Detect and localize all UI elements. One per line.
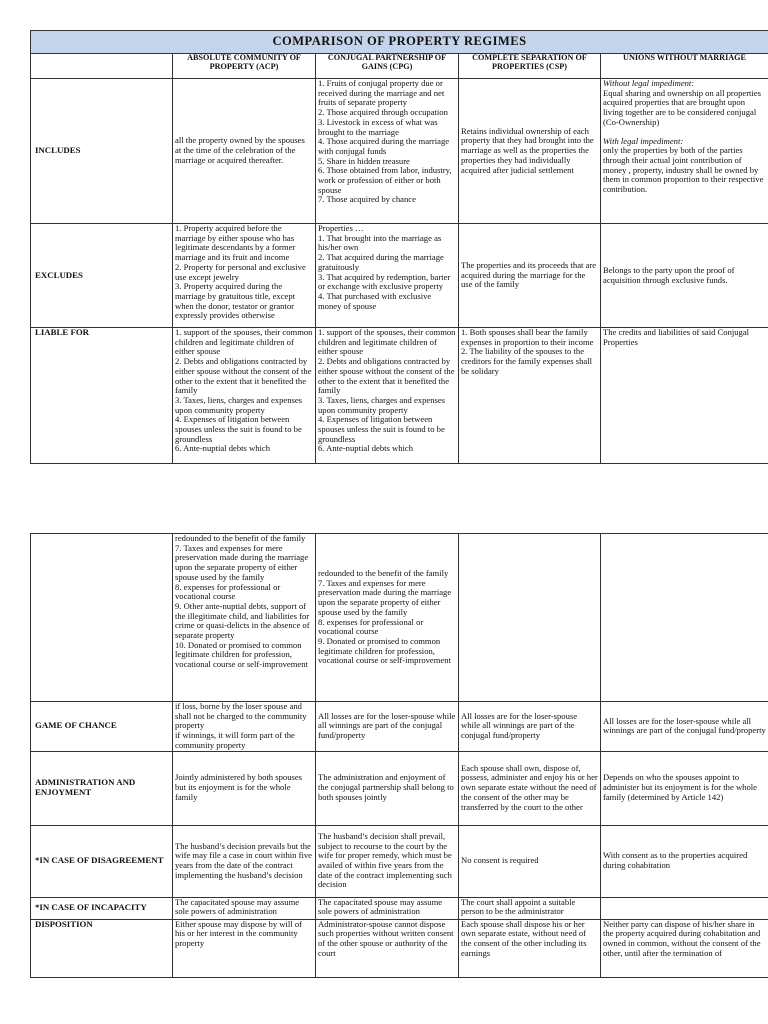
cell-admin-cpg: The administration and enjoyment of the conjugal partnership shall belong to both spouses jointly xyxy=(316,751,459,825)
row-includes xyxy=(31,79,768,224)
header-empty xyxy=(31,54,173,79)
cell-chance-uwm: All losses are for the loser-spouse while all winnings are part of the conjugal fund/property xyxy=(601,702,768,752)
cell-chance-acp: if loss, borne by the loser spouse and shall not be charged to the community property if winnings, it will form part of the community property xyxy=(173,702,316,752)
cell-continued-acp: redounded to the benefit of the family 7. Taxes and expenses for mere preservation made during the marriage upon the separate property of either spouse used by the family 8. expenses for professional or vocational course 9. Other ante-nuptial debts, support of the illegitimate child, and liabilities for crime or quasi-delicts in the absence of separate property 10. Donated or promised to common legitimate children for profession, vocational course or self-improvement xyxy=(173,534,316,702)
cell-liable-csp: 1. Both spouses shall bear the family expenses in proportion to their income 2. The liability of the spouses to the creditors for the family expenses shall be solidary xyxy=(459,328,601,464)
cell-chance-cpg: All losses are for the loser-spouse while all winnings are part of the conjugal fund/property xyxy=(316,702,459,752)
cell-includes-acp: all the property owned by the spouses at the time of the celebration of the marriage or acquired thereafter. xyxy=(173,79,316,224)
cell-excludes-csp: The properties and its proceeds that are acquired during the marriage for the use of the family xyxy=(459,224,601,328)
cell-incapacity-acp: The capacitated spouse may assume sole powers of administration xyxy=(173,897,316,919)
cell-disposition-uwm: Neither party can dispose of his/her share in the property acquired during cohabitation and owned in common, without the consent of the other, until after the termination of xyxy=(601,919,768,977)
cell-continued-csp xyxy=(459,534,601,702)
row-label-includes: INCLUDES xyxy=(31,79,173,224)
row-admin xyxy=(31,751,768,825)
cell-disposition-cpg: Administrator-spouse cannot dispose such properties without written consent of the other spouse or authority of the court xyxy=(316,919,459,977)
cell-admin-acp: Jointly administered by both spouses but its enjoyment is for the whole family xyxy=(173,751,316,825)
cell-includes-csp: Retains individual ownership of each property that they had brought into the marriage as well as the properties the properties they had individually acquired after judicial settlement xyxy=(459,79,601,224)
row-disagree xyxy=(31,825,768,897)
cell-continued-cpg: redounded to the benefit of the family 7. Taxes and expenses for mere preservation made during the marriage upon the separate property of either spouse used by the family 8. expenses for professional or vocational course 9. Donated or promised to common legitimate children for profession, vocational course or self-improvement xyxy=(316,534,459,702)
row-liable-continued xyxy=(31,534,768,702)
cell-excludes-acp: 1. Property acquired before the marriage by either spouse who has legitimate descendants by a former marriage and its fruit and income 2. Property for personal and exclusive use except jewelry 3. Property acquired during the marriage by gratuitous title, except when the donor, testator or grantor expressly provides otherwise xyxy=(173,224,316,328)
cell-liable-cpg: 1. support of the spouses, their common children and legitimate children of either spouse 2. Debts and obligations contracted by either spouse without the consent of the other to the extent that it benefited the family 3. Taxes, liens, charges and expenses upon community property 4. Expenses of litigation between spouses unless the suit is found to be groundless 6. Ante-nuptial debts which xyxy=(316,328,459,464)
cell-incapacity-cpg: The capacitated spouse may assume sole powers of administration xyxy=(316,897,459,919)
row-chance xyxy=(31,702,768,752)
cell-includes-cpg: 1. Fruits of conjugal property due or received during the marriage and net fruits of separate property 2. Those acquired through occupation 3. Livestock in excess of what was brought to the marriage 4. Those acquired during the marriage with conjugal funds 5. Share in hidden treasure 6. Those obtained from labor, industry, work or profession of either or both spouse 7. Those acquired by chance xyxy=(316,79,459,224)
row-incapacity xyxy=(31,897,768,919)
cell-admin-csp: Each spouse shall own, dispose of, possess, administer and enjoy his or her own separate estate without the need of the consent of the other may be transferred by the court to the other xyxy=(459,751,601,825)
row-label-chance: GAME OF CHANCE xyxy=(31,702,173,752)
row-label-disagree: *IN CASE OF DISAGREEMENT xyxy=(31,825,173,897)
cell-disagree-csp: No consent is required xyxy=(459,825,601,897)
cell-disagree-cpg: The husband’s decision shall prevail, subject to recourse to the court by the wife for proper remedy, which must be availed of within five years from the date of the contract implementing such decision xyxy=(316,825,459,897)
row-excludes xyxy=(31,224,768,328)
row-label-empty xyxy=(31,534,173,702)
cell-continued-uwm xyxy=(601,534,768,702)
cell-incapacity-uwm xyxy=(601,897,768,919)
header-row xyxy=(31,54,768,79)
cell-excludes-uwm: Belongs to the party upon the proof of acquisition through exclusive funds. xyxy=(601,224,768,328)
row-label-liable: LIABLE FOR xyxy=(31,328,173,464)
cell-chance-csp: All losses are for the loser-spouse while all winnings are part of the conjugal fund/property xyxy=(459,702,601,752)
cell-disagree-acp: The husband’s decision prevails but the wife may file a case in court within five years from the date of the contract implementing the husband’s decision xyxy=(173,825,316,897)
cell-includes-uwm xyxy=(601,79,768,224)
cell-disposition-acp: Either spouse may dispose by will of his or her interest in the community property xyxy=(173,919,316,977)
cell-excludes-cpg: Properties … 1. That brought into the marriage as his/her own 2. That acquired during the marriage gratuitously 3. That acquired by redemption, barter or exchange with exclusive property 4. That purchased with exclusive money of spouse xyxy=(316,224,459,328)
row-disposition xyxy=(31,919,768,977)
row-label-admin: ADMINISTRATION AND ENJOYMENT xyxy=(31,751,173,825)
uwm-text-without: Equal sharing and ownership on all properties acquired properties that are brought upon living together are to be considered conjugal (Co-Ownership) xyxy=(603,87,761,127)
uwm-text-with: only the properties by both of the parties through their actual joint contribution of money , property, industry shall be owned by them in common proportion to their respective contribution. xyxy=(603,145,764,195)
row-label-incapacity: *IN CASE OF INCAPACITY xyxy=(31,897,173,919)
header-acp: ABSOLUTE COMMUNITY OF PROPERTY (ACP) xyxy=(173,54,316,79)
row-label-disposition: DISPOSITION xyxy=(31,919,173,977)
cell-liable-uwm: The credits and liabilities of said Conjugal Properties xyxy=(601,328,768,464)
row-liable xyxy=(31,328,768,464)
regimes-table-continued xyxy=(30,533,768,978)
uwm-heading-without: Without legal impediment: xyxy=(603,78,695,88)
row-label-excludes: EXCLUDES xyxy=(31,224,173,328)
regimes-table-top xyxy=(30,30,768,464)
cell-admin-uwm: Depends on who the spouses appoint to administer but its enjoyment is for the whole family (determined by Article 142) xyxy=(601,751,768,825)
uwm-heading-with: With legal impediment: xyxy=(603,135,684,146)
header-csp: COMPLETE SEPARATION OF PROPERTIES (CSP) xyxy=(459,54,601,79)
cell-incapacity-csp: The court shall appoint a suitable person to be the administrator xyxy=(459,897,601,919)
title-row xyxy=(31,31,768,54)
cell-disposition-csp: Each spouse shall dispose his or her own separate estate, without need of the consent of the other including its earnings xyxy=(459,919,601,977)
header-cpg: CONJUGAL PARTNERSHIP OF GAINS (CPG) xyxy=(316,54,459,79)
cell-liable-acp: 1. support of the spouses, their common children and legitimate children of either spouse 2. Debts and obligations contracted by either spouse without the consent of the other to the extent that it benefited the family 3. Taxes, liens, charges and expenses upon community property 4. Expenses of litigation between spouses unless the suit is found to be groundless 6. Ante-nuptial debts which xyxy=(173,328,316,464)
cell-disagree-uwm: With consent as to the properties acquired during cohabitation xyxy=(601,825,768,897)
page-title: COMPARISON OF PROPERTY REGIMES xyxy=(31,31,768,54)
header-uwm: UNIONS WITHOUT MARRIAGE xyxy=(601,54,768,79)
